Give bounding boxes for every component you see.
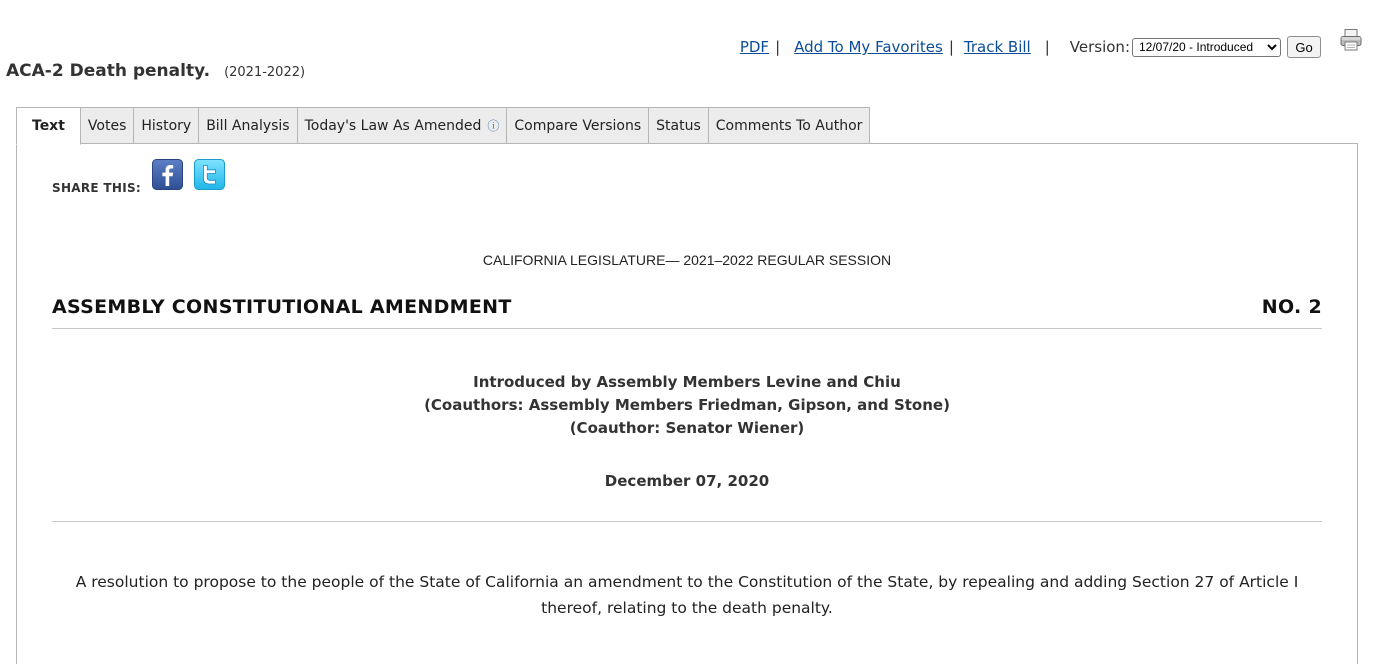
tab-bill-analysis[interactable]: Bill Analysis [199, 107, 297, 144]
pdf-link[interactable]: PDF [739, 38, 770, 56]
add-to-favorites-link[interactable]: Add To My Favorites [794, 38, 943, 56]
version-select[interactable] [1132, 38, 1281, 57]
tab-history[interactable]: History [134, 107, 199, 144]
info-icon[interactable]: ⓘ [487, 119, 500, 133]
bill-digest: A resolution to propose to the people of the State of California an amendment to the Constitution of the State, by repealing and adding Section 27 of Article I thereof, relating to the death penalty. [75, 573, 1299, 617]
tab-compare-versions[interactable]: Compare Versions [507, 107, 649, 144]
separator: | [1044, 38, 1050, 56]
bill-session: (2021-2022) [224, 65, 306, 80]
coauthors: (Coauthors: Assembly Members Friedman, Gipson, and Stone) [424, 396, 950, 414]
tab-text[interactable]: Text [16, 107, 81, 145]
go-button[interactable]: Go [1287, 36, 1321, 58]
amendment-title: ASSEMBLY CONSTITUTIONAL AMENDMENT [52, 296, 512, 318]
track-bill-link[interactable]: Track Bill [963, 38, 1031, 56]
separator: | [948, 38, 954, 56]
session-line: CALIFORNIA LEGISLATURE— 2021–2022 REGULAR SESSION [482, 252, 892, 268]
twitter-icon[interactable] [194, 159, 225, 190]
amendment-number: NO. 2 [1261, 296, 1322, 318]
version-label: Version: [1069, 38, 1130, 56]
facebook-icon[interactable] [152, 159, 183, 190]
introduced-by: Introduced by Assembly Members Levine and Chiu [473, 373, 901, 391]
introduced-by-block [17, 371, 1357, 440]
bill-name: ACA-2 Death penalty. [6, 61, 211, 81]
bill-tabs [16, 107, 870, 144]
tab-comments-to-author[interactable]: Comments To Author [709, 107, 871, 144]
bill-toolbar [740, 36, 1321, 58]
introduced-date: December 07, 2020 [604, 472, 770, 490]
bill-text-panel [16, 143, 1358, 664]
tab-todays-law-label: Today's Law As Amended [304, 118, 482, 134]
separator: | [775, 38, 781, 56]
share-bar [52, 159, 225, 195]
tab-status[interactable]: Status [649, 107, 709, 144]
coauthor-senate: (Coauthor: Senator Wiener) [569, 419, 805, 437]
print-icon[interactable] [1339, 28, 1363, 52]
tab-votes[interactable]: Votes [81, 107, 134, 144]
amendment-header [52, 296, 1322, 329]
bill-title [6, 61, 305, 81]
tab-todays-law[interactable] [298, 107, 508, 144]
share-label: SHARE THIS: [52, 181, 142, 195]
divider [52, 521, 1322, 522]
